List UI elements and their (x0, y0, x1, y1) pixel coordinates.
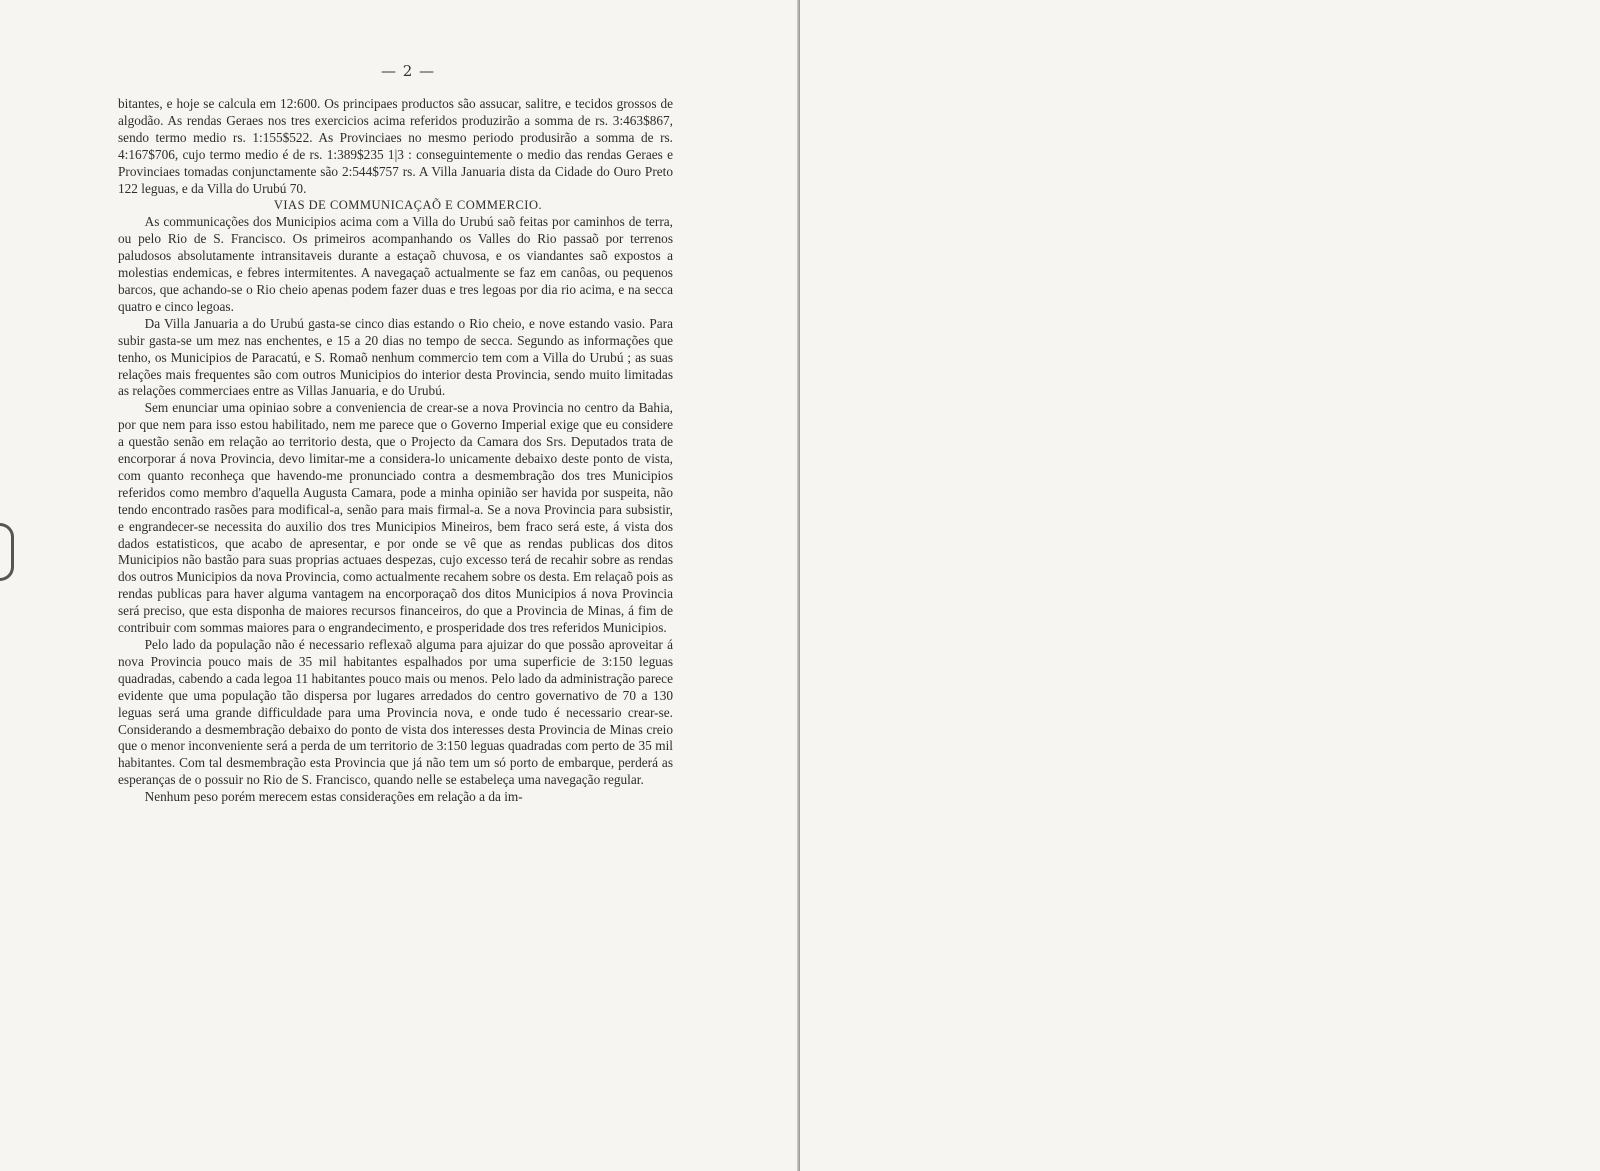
left-page-text (118, 96, 673, 806)
page-number-left: — 2 — (381, 62, 436, 80)
paragraph: As communicações dos Municipios acima com a Villa do Urubú saõ feitas por caminhos de terra, ou pelo Rio de S. Francisco. Os primeiros acompanhando os Valles do Rio passaõ por terrenos paludosos absolutamente intransitaveis durante a estaçaõ chuvosa, e os viandantes saõ expostos a molestias endemicas, e febres intermitentes. A navegaçaõ actualmente se faz em canôas, ou pequenos barcos, que achando-se o Rio cheio apenas podem fazer duas e tres legoas por dia rio acima, e na secca quatro e cinco legoas. (118, 214, 673, 314)
paragraph: Sem enunciar uma opiniao sobre a conveniencia de crear-se a nova Provincia no centro da Bahia, por que nem para isso estou habilitado, nem me parece que o Governo Imperial exige que eu considere a questão senão em relação ao territorio desta, que o Projecto da Camara dos Srs. Deputados trata de encorporar á nova Provincia, devo limitar-me a considera-lo unicamente debaixo deste ponto de vista, com quanto reconheça que havendo-me pronunciado contra a desmembração dos tres Municipios referidos como membro d'aquella Augusta Camara, pode a minha opinião ser havida por suspeita, não tendo encontrado rasões para modifical-a, senão para mais firmal-a. Se a nova Provincia para subsistir, e engrandecer-se necessita do auxilio dos tres Municipios Mineiros, bem fraco será este, á vista dos dados estatisticos, que acabo de apresentar, e por onde se vê que as rendas publicas dos ditos Municipios não bastão para suas proprias actuaes despezas, cujo excesso terá de recahir sobre as rendas dos outros Municipios da nova Provincia, como actualmente recahem sobre os desta. Em relaçaõ pois as rendas publicas para haver alguma vantagem na encorporaçaõ dos ditos Municipios á nova Provincia será preciso, que esta disponha de maiores recursos financeiros, do que a Provincia de Minas, á fim de contribuir com sommas maiores para o engrandecimento, e prosperidade dos tres referidos Municipios. (118, 400, 673, 636)
paragraph: Nenhum peso porém merecem estas considerações em relação a da im- (144, 789, 523, 805)
paragraph: bitantes, e hoje se calcula em 12:600. Os principaes productos são assucar, salitre, e tecidos grossos de algodão. As rendas Geraes nos tres exercicios acima referidos produzirão a somma de rs. 3:463$867, sendo termo medio rs. 1:155$522. As Provinciaes no mesmo periodo produsirão a somma de rs. 4:167$706, cujo termo medio é de rs. 1:389$235 1|3 : conseguintemente o medio das rendas Geraes e Provinciaes tomadas conjunctamente são 2:544$757 rs. A Villa Januaria dista da Cidade do Ouro Preto 122 leguas, e da Villa do Urubú 70. (118, 96, 673, 196)
paragraph: Da Villa Januaria a do Urubú gasta-se cinco dias estando o Rio cheio, e nove estando vasio. Para subir gasta-se um mez nas enchentes, e 15 a 20 dias no tempo de secca. Segundo as informações que tenho, os Municipios de Paracatú, e S. Romaõ nenhum commercio tem com a Villa do Urubú ; as suas relações mais frequentes são com outros Municipios do interior desta Provincia, sendo muito limitadas as relações commerciaes entre as Villas Januaria, e do Urubú. (118, 315, 673, 399)
binding-hole-mark (0, 523, 14, 581)
paragraph: Pelo lado da população não é necessario reflexaõ alguma para ajuizar do que possão aproveitar á nova Provincia pouco mais de 35 mil habitantes espalhados por uma superficie de 3:150 leguas quadradas, cabendo a cada legoa 11 habitantes pouco mais ou menos. Pelo lado da administração parece evidente que uma população tão dispersa por lugares arredados do centro governativo de 70 a 130 leguas será uma grande difficuldade para uma Provincia nova, e onde tudo é necessario crear-se. Considerando a desmembração debaixo do ponto de vista dos interesses desta Provincia de Minas creio que o menor inconveniente será a perda de um territorio de 3:150 leguas quadradas com perto de 35 mil habitantes. Com tal desmembração esta Provincia que já não tem um só porto de embarque, perderá as esperanças de o possuir no Rio de S. Francisco, quando nelle se estabeleça uma navegação regular. (118, 637, 673, 788)
section-heading: VIAS DE COMMUNICAÇAÕ E COMMERCIO. (273, 198, 543, 213)
right-page (800, 0, 1600, 1171)
